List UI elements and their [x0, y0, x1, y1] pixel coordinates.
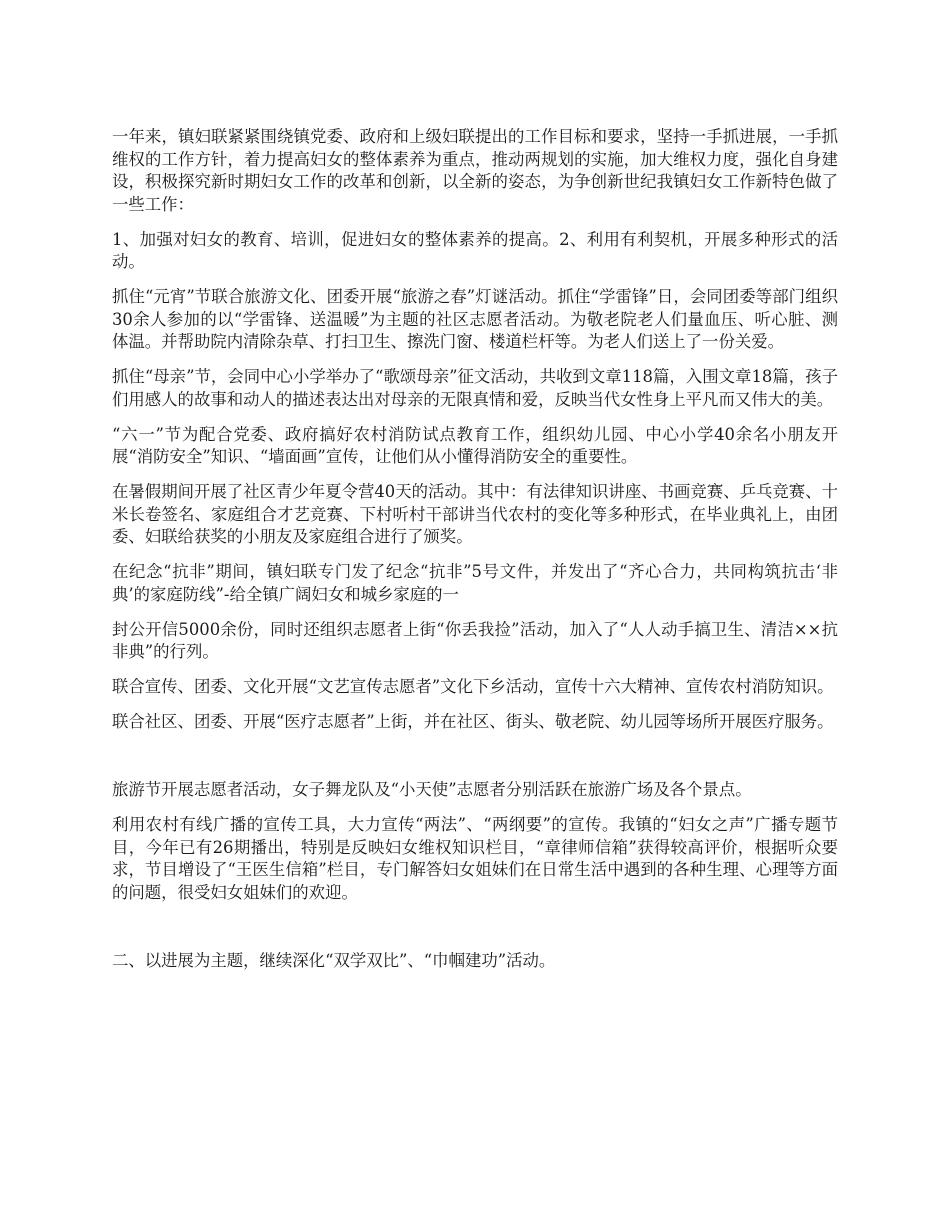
paragraph-education: 1、加强对妇女的教育、培训，促进妇女的整体素养的提高。2、利用有利契机，开展多种形式的活动。 — [112, 229, 838, 271]
paragraph-lantern-festival: 抓住“元宵”节联合旅游文化、团委开展“旅游之春”灯谜活动。抓住“学雷锋”日，会同团委等部门组织30余人参加的以“学雷锋、送温暖”为主题的社区志愿者活动。为敬老院老人们量血压、听心脏、测体温。并帮助院内清除杂草、打扫卫生、擦洗门窗、楼道栏杆等。为老人们送上了一份关爱。 — [112, 287, 838, 351]
paragraph-mothers-day: 抓住“母亲”节，会同中心小学举办了“歌颂母亲”征文活动，共收到文章118篇，入围文章18篇，孩子们用感人的故事和动人的描述表达出对母亲的无限真情和爱，反映当代女性身上平凡而又伟大的美。 — [112, 367, 838, 409]
document-body — [112, 126, 838, 985]
paragraph-culture-volunteers: 联合宣传、团委、文化开展“文艺宣传志愿者”文化下乡活动，宣传十六大精神、宣传农村消防知识。 — [112, 677, 834, 696]
paragraph-summer-camp: 在暑假期间开展了社区青少年夏令营40天的活动。其中：有法律知识讲座、书画竞赛、乒乓竞赛、十米长卷签名、家庭组合才艺竞赛、下村听村干部讲当代农村的变化等多种形式，在毕业典礼上，由团委、妇联给获奖的小朋友及家庭组合进行了颁奖。 — [112, 482, 838, 546]
paragraph-medical-volunteers: 联合社区、团委、开展“医疗志愿者”上街，并在社区、街头、敬老院、幼儿园等场所开展医疗服务。 — [112, 712, 834, 731]
paragraph-open-letter: 封公开信5000余份，同时还组织志愿者上街“你丢我捡”活动，加入了“人人动手搞卫生、清洁××抗非典”的行列。 — [112, 619, 838, 661]
section-spacer — [112, 746, 838, 779]
section-spacer — [112, 917, 838, 950]
paragraph-intro: 一年来，镇妇联紧紧围绕镇党委、政府和上级妇联提出的工作目标和要求，坚持一手抓进展，一手抓维权的工作方针，着力提高妇女的整体素养为重点，推动两规划的实施，加大维权力度，强化自身建设，积极探究新时期妇女工作的改革和创新，以全新的姿态，为争创新世纪我镇妇女工作新特色做了一些工作： — [112, 127, 838, 214]
paragraph-childrens-day: “六一”节为配合党委、政府搞好农村消防试点教育工作，组织幼儿园、中心小学40余名小朋友开展“消防安全”知识、“墙面画”宣传，让他们从小懂得消防安全的重要性。 — [112, 424, 838, 466]
section-heading-two: 二、以进展为主题，继续深化“双学双比”、“巾帼建功”活动。 — [112, 950, 556, 970]
paragraph-tourism-festival: 旅游节开展志愿者活动，女子舞龙队及“小天使”志愿者分别活跃在旅游广场及各个景点。 — [112, 780, 752, 799]
paragraph-anti-sars: 在纪念“抗非”期间，镇妇联专门发了纪念“抗非”5号文件，并发出了“齐心合力，共同构筑抗击‘非典’的家庭防线”-给全镇广阔妇女和城乡家庭的一 — [112, 562, 838, 604]
paragraph-radio-broadcast: 利用农村有线广播的宣传工具，大力宣传“两法”、“两纲要”的宣传。我镇的“妇女之声”广播专题节目，今年已有26期播出，特别是反映妇女维权知识栏目，“章律师信箱”获得较高评价，根据听众要求，节目增设了“王医生信箱”栏目，专门解答妇女姐妹们在日常生活中遇到的各种生理、心理等方面的问题，很受妇女姐妹们的欢迎。 — [112, 815, 838, 902]
